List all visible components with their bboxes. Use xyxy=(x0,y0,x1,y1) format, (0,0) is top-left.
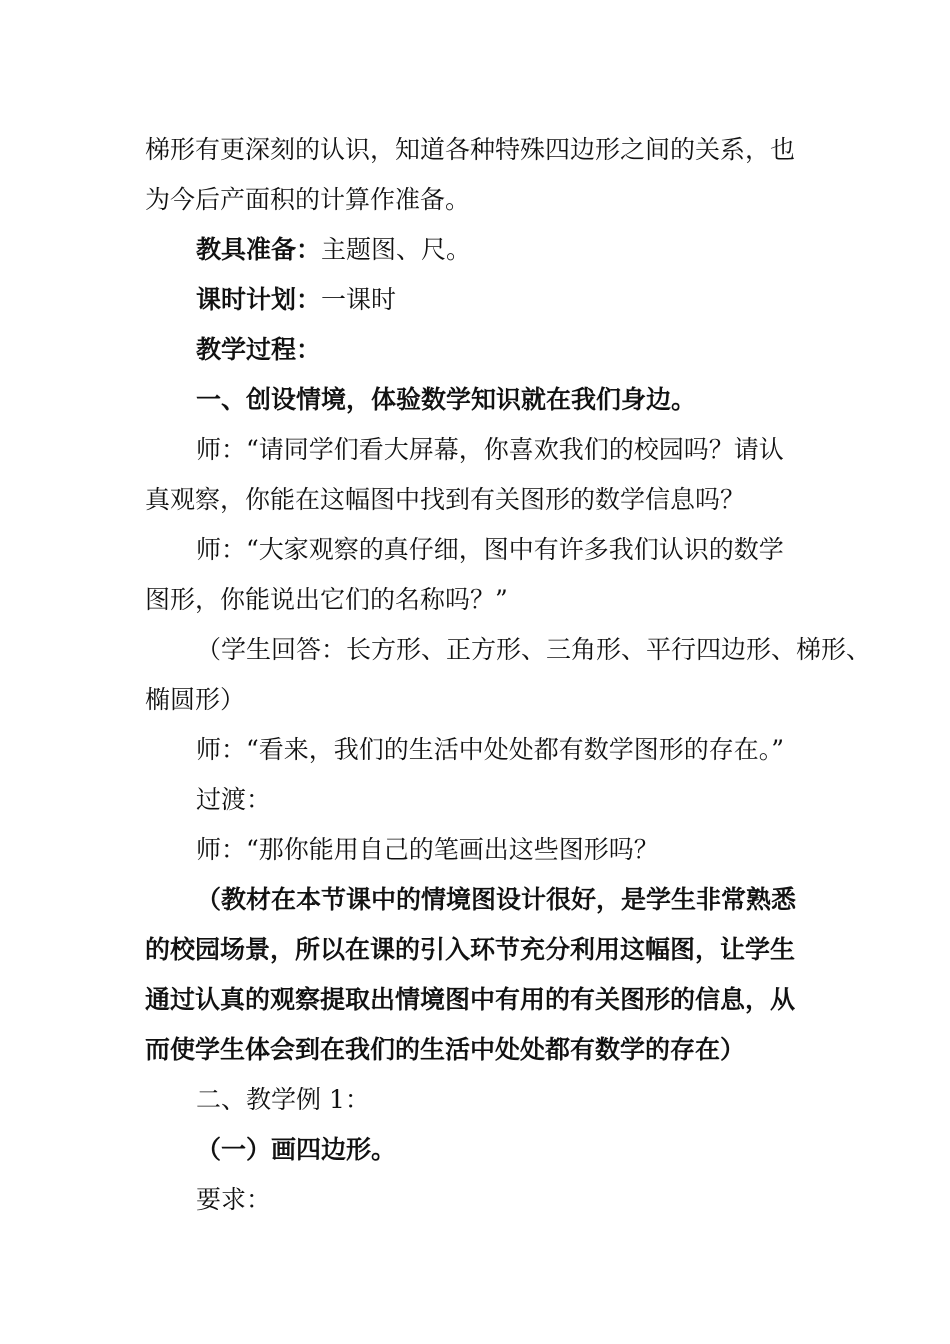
schedule-line xyxy=(196,283,396,317)
tools-label: 教具准备： xyxy=(196,235,322,264)
schedule-value: 一课时 xyxy=(321,285,397,314)
text-line: 椭圆形） xyxy=(145,685,246,714)
text-line: 过渡： xyxy=(196,785,272,814)
text-line: 为今后产面积的计算作准备。 xyxy=(145,185,471,214)
tools-value: 主题图、尺。 xyxy=(321,235,472,264)
text-line: 梯形有更深刻的认识，知道各种特殊四边形之间的关系，也 xyxy=(145,135,796,164)
text-line: 师：“看来，我们的生活中处处都有数学图形的存在。” xyxy=(196,735,785,764)
text-line: 师：“大家观察的真仔细，图中有许多我们认识的数学 xyxy=(196,535,784,564)
text-line: 图形，你能说出它们的名称吗？” xyxy=(145,585,508,614)
text-line: （学生回答：长方形、正方形、三角形、平行四边形、梯形、 xyxy=(196,635,872,664)
commentary-line: 而使学生体会到在我们的生活中处处都有数学的存在） xyxy=(145,1035,746,1064)
text-line: 师：“那你能用自己的笔画出这些图形吗？ xyxy=(196,835,659,864)
text-line: 师：“请同学们看大屏幕，你喜欢我们的校园吗？请认 xyxy=(196,435,784,464)
commentary-line: 的校园场景，所以在课的引入环节充分利用这幅图，让学生 xyxy=(145,935,796,964)
commentary-line: 通过认真的观察提取出情境图中有用的有关图形的信息，从 xyxy=(145,985,796,1014)
section-heading-2: 二、教学例 1： xyxy=(196,1085,370,1114)
commentary-line: （教材在本节课中的情境图设计很好，是学生非常熟悉 xyxy=(196,885,797,914)
subsection-heading: （一）画四边形。 xyxy=(196,1135,397,1164)
section-heading-1: 一、创设情境，体验数学知识就在我们身边。 xyxy=(196,385,697,414)
text-line: 要求： xyxy=(196,1185,272,1214)
text-line: 真观察，你能在这幅图中找到有关图形的数学信息吗？ xyxy=(145,485,746,514)
process-heading: 教学过程： xyxy=(196,335,322,364)
tools-line xyxy=(196,233,471,267)
schedule-label: 课时计划： xyxy=(196,285,322,314)
